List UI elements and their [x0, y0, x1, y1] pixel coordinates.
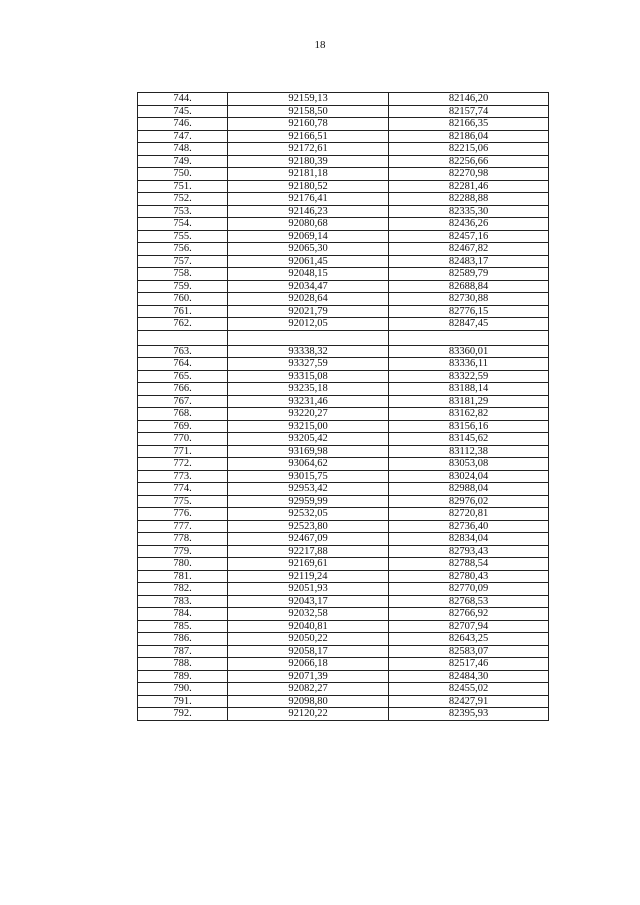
x-coordinate-cell: 93015,75: [228, 470, 389, 483]
point-number-cell: 777.: [138, 520, 228, 533]
table-row: [138, 105, 549, 118]
x-coordinate-cell: 92959,99: [228, 495, 389, 508]
point-number-cell: 766.: [138, 383, 228, 396]
table-row: [138, 683, 549, 696]
table-row: [138, 520, 549, 533]
x-coordinate-cell: 92158,50: [228, 105, 389, 118]
table-row: [138, 595, 549, 608]
point-number-cell: 785.: [138, 620, 228, 633]
table-row: [138, 445, 549, 458]
point-number-cell: 781.: [138, 570, 228, 583]
y-coordinate-cell: 82281,46: [389, 180, 549, 193]
x-coordinate-cell: 92181,18: [228, 168, 389, 181]
y-coordinate-cell: 83112,38: [389, 445, 549, 458]
x-coordinate-cell: 92523,80: [228, 520, 389, 533]
point-number-cell: 772.: [138, 458, 228, 471]
point-number-cell: 767.: [138, 395, 228, 408]
x-coordinate-cell: 92061,45: [228, 255, 389, 268]
x-coordinate-cell: 92180,52: [228, 180, 389, 193]
point-number-cell: 750.: [138, 168, 228, 181]
table-row: [138, 318, 549, 331]
page-number: 18: [314, 39, 326, 51]
y-coordinate-cell: 82976,02: [389, 495, 549, 508]
y-coordinate-cell: 82436,26: [389, 218, 549, 231]
y-coordinate-cell: 82834,04: [389, 533, 549, 546]
table-row: [138, 583, 549, 596]
table-row: [138, 420, 549, 433]
point-number-cell: 748.: [138, 143, 228, 156]
y-coordinate-cell: 82583,07: [389, 645, 549, 658]
table-row: [138, 695, 549, 708]
y-coordinate-cell: 82766,92: [389, 608, 549, 621]
y-coordinate-cell: 82720,81: [389, 508, 549, 521]
point-number-cell: 760.: [138, 293, 228, 306]
table-row: [138, 205, 549, 218]
table-row: [138, 358, 549, 371]
y-coordinate-cell: 82427,91: [389, 695, 549, 708]
x-coordinate-cell: 92082,27: [228, 683, 389, 696]
x-coordinate-cell: 92040,81: [228, 620, 389, 633]
table-row: [138, 408, 549, 421]
x-coordinate-cell: 92034,47: [228, 280, 389, 293]
point-number-cell: 746.: [138, 118, 228, 131]
table-row: [138, 633, 549, 646]
table-row: [138, 168, 549, 181]
point-number-cell: 788.: [138, 658, 228, 671]
point-number-cell: 752.: [138, 193, 228, 206]
y-coordinate-cell: 82707,94: [389, 620, 549, 633]
table-row: [138, 608, 549, 621]
x-coordinate-cell: 93231,46: [228, 395, 389, 408]
y-coordinate-cell: 82484,30: [389, 670, 549, 683]
table-row: [138, 118, 549, 131]
y-coordinate-cell: 82517,46: [389, 658, 549, 671]
y-coordinate-cell: 82467,82: [389, 243, 549, 256]
table-row: [138, 230, 549, 243]
y-coordinate-cell: 83053,08: [389, 458, 549, 471]
y-coordinate-cell: 82335,30: [389, 205, 549, 218]
point-number-cell: 784.: [138, 608, 228, 621]
point-number-cell: 779.: [138, 545, 228, 558]
table-row: [138, 670, 549, 683]
table-row: [138, 708, 549, 721]
table-row: [138, 255, 549, 268]
y-coordinate-cell: 82793,43: [389, 545, 549, 558]
y-coordinate-cell: 82988,04: [389, 483, 549, 496]
x-coordinate-cell: 92953,42: [228, 483, 389, 496]
table-row: [138, 533, 549, 546]
x-coordinate-cell: 92066,18: [228, 658, 389, 671]
point-number-cell: 761.: [138, 305, 228, 318]
table-row: [138, 508, 549, 521]
y-coordinate-cell: 83322,59: [389, 370, 549, 383]
x-coordinate-cell: 92176,41: [228, 193, 389, 206]
y-coordinate-cell: 82270,98: [389, 168, 549, 181]
table-row: [138, 193, 549, 206]
x-coordinate-cell: 92021,79: [228, 305, 389, 318]
x-coordinate-cell: 92080,68: [228, 218, 389, 231]
table-row: [138, 155, 549, 168]
empty-cell: [138, 330, 228, 345]
point-number-cell: 792.: [138, 708, 228, 721]
table-row: [138, 293, 549, 306]
table-row: [138, 383, 549, 396]
x-coordinate-cell: 93338,32: [228, 345, 389, 358]
table-row: [138, 305, 549, 318]
y-coordinate-cell: 83336,11: [389, 358, 549, 371]
x-coordinate-cell: 92467,09: [228, 533, 389, 546]
table-row: [138, 483, 549, 496]
x-coordinate-cell: 92217,88: [228, 545, 389, 558]
point-number-cell: 747.: [138, 130, 228, 143]
y-coordinate-cell: 82288,88: [389, 193, 549, 206]
point-number-cell: 775.: [138, 495, 228, 508]
y-coordinate-cell: 82215,06: [389, 143, 549, 156]
table-row: [138, 470, 549, 483]
x-coordinate-cell: 93205,42: [228, 433, 389, 446]
y-coordinate-cell: 83024,04: [389, 470, 549, 483]
x-coordinate-cell: 92160,78: [228, 118, 389, 131]
point-number-cell: 762.: [138, 318, 228, 331]
x-coordinate-cell: 92058,17: [228, 645, 389, 658]
table-row: [138, 558, 549, 571]
y-coordinate-cell: 82847,45: [389, 318, 549, 331]
y-coordinate-cell: 83360,01: [389, 345, 549, 358]
table-row: [138, 395, 549, 408]
table-row: [138, 93, 549, 106]
point-number-cell: 770.: [138, 433, 228, 446]
point-number-cell: 758.: [138, 268, 228, 281]
table-row: [138, 280, 549, 293]
point-number-cell: 774.: [138, 483, 228, 496]
point-number-cell: 744.: [138, 93, 228, 106]
x-coordinate-cell: 92050,22: [228, 633, 389, 646]
point-number-cell: 782.: [138, 583, 228, 596]
y-coordinate-cell: 82643,25: [389, 633, 549, 646]
point-number-cell: 771.: [138, 445, 228, 458]
point-number-cell: 790.: [138, 683, 228, 696]
point-number-cell: 745.: [138, 105, 228, 118]
point-number-cell: 755.: [138, 230, 228, 243]
y-coordinate-cell: 83156,16: [389, 420, 549, 433]
x-coordinate-cell: 93220,27: [228, 408, 389, 421]
table-row: [138, 495, 549, 508]
y-coordinate-cell: 82730,88: [389, 293, 549, 306]
x-coordinate-cell: 92048,15: [228, 268, 389, 281]
y-coordinate-cell: 82780,43: [389, 570, 549, 583]
x-coordinate-cell: 92069,14: [228, 230, 389, 243]
point-number-cell: 786.: [138, 633, 228, 646]
table-row: [138, 620, 549, 633]
x-coordinate-cell: 92119,24: [228, 570, 389, 583]
coordinates-table: [137, 92, 549, 721]
point-number-cell: 787.: [138, 645, 228, 658]
point-number-cell: 754.: [138, 218, 228, 231]
point-number-cell: 789.: [138, 670, 228, 683]
point-number-cell: 764.: [138, 358, 228, 371]
y-coordinate-cell: 83181,29: [389, 395, 549, 408]
x-coordinate-cell: 92051,93: [228, 583, 389, 596]
table-row: [138, 143, 549, 156]
table-row: [138, 130, 549, 143]
y-coordinate-cell: 82157,74: [389, 105, 549, 118]
y-coordinate-cell: 82146,20: [389, 93, 549, 106]
table-row: [138, 658, 549, 671]
point-number-cell: 759.: [138, 280, 228, 293]
x-coordinate-cell: 93215,00: [228, 420, 389, 433]
x-coordinate-cell: 92043,17: [228, 595, 389, 608]
x-coordinate-cell: 93235,18: [228, 383, 389, 396]
point-number-cell: 769.: [138, 420, 228, 433]
point-number-cell: 751.: [138, 180, 228, 193]
x-coordinate-cell: 92032,58: [228, 608, 389, 621]
y-coordinate-cell: 82256,66: [389, 155, 549, 168]
x-coordinate-cell: 92065,30: [228, 243, 389, 256]
y-coordinate-cell: 82788,54: [389, 558, 549, 571]
point-number-cell: 749.: [138, 155, 228, 168]
x-coordinate-cell: 92012,05: [228, 318, 389, 331]
point-number-cell: 778.: [138, 533, 228, 546]
table-row: [138, 180, 549, 193]
y-coordinate-cell: 82688,84: [389, 280, 549, 293]
table-row: [138, 370, 549, 383]
y-coordinate-cell: 83145,62: [389, 433, 549, 446]
x-coordinate-cell: 92532,05: [228, 508, 389, 521]
table-row: [138, 458, 549, 471]
point-number-cell: 753.: [138, 205, 228, 218]
point-number-cell: 763.: [138, 345, 228, 358]
y-coordinate-cell: 82457,16: [389, 230, 549, 243]
table-row: [138, 545, 549, 558]
point-number-cell: 780.: [138, 558, 228, 571]
empty-cell: [389, 330, 549, 345]
y-coordinate-cell: 82455,02: [389, 683, 549, 696]
x-coordinate-cell: 92146,23: [228, 205, 389, 218]
table-row: [138, 218, 549, 231]
point-number-cell: 791.: [138, 695, 228, 708]
table-row: [138, 345, 549, 358]
x-coordinate-cell: 92172,61: [228, 143, 389, 156]
coordinates-table-body: [138, 93, 549, 721]
x-coordinate-cell: 92159,13: [228, 93, 389, 106]
point-number-cell: 783.: [138, 595, 228, 608]
x-coordinate-cell: 92120,22: [228, 708, 389, 721]
y-coordinate-cell: 82166,35: [389, 118, 549, 131]
x-coordinate-cell: 92180,39: [228, 155, 389, 168]
x-coordinate-cell: 92098,80: [228, 695, 389, 708]
y-coordinate-cell: 82770,09: [389, 583, 549, 596]
table-row: [138, 570, 549, 583]
y-coordinate-cell: 82736,40: [389, 520, 549, 533]
x-coordinate-cell: 93315,08: [228, 370, 389, 383]
point-number-cell: 756.: [138, 243, 228, 256]
x-coordinate-cell: 92028,64: [228, 293, 389, 306]
y-coordinate-cell: 83188,14: [389, 383, 549, 396]
point-number-cell: 757.: [138, 255, 228, 268]
x-coordinate-cell: 93327,59: [228, 358, 389, 371]
blank-separator-row: [138, 330, 549, 345]
x-coordinate-cell: 93169,98: [228, 445, 389, 458]
point-number-cell: 776.: [138, 508, 228, 521]
x-coordinate-cell: 92166,51: [228, 130, 389, 143]
y-coordinate-cell: 82483,17: [389, 255, 549, 268]
y-coordinate-cell: 82395,93: [389, 708, 549, 721]
table-row: [138, 243, 549, 256]
table-row: [138, 645, 549, 658]
x-coordinate-cell: 92071,39: [228, 670, 389, 683]
x-coordinate-cell: 92169,61: [228, 558, 389, 571]
x-coordinate-cell: 93064,62: [228, 458, 389, 471]
point-number-cell: 765.: [138, 370, 228, 383]
y-coordinate-cell: 82186,04: [389, 130, 549, 143]
y-coordinate-cell: 82589,79: [389, 268, 549, 281]
empty-cell: [228, 330, 389, 345]
point-number-cell: 768.: [138, 408, 228, 421]
y-coordinate-cell: 82776,15: [389, 305, 549, 318]
table-row: [138, 433, 549, 446]
y-coordinate-cell: 83162,82: [389, 408, 549, 421]
point-number-cell: 773.: [138, 470, 228, 483]
y-coordinate-cell: 82768,53: [389, 595, 549, 608]
table-row: [138, 268, 549, 281]
